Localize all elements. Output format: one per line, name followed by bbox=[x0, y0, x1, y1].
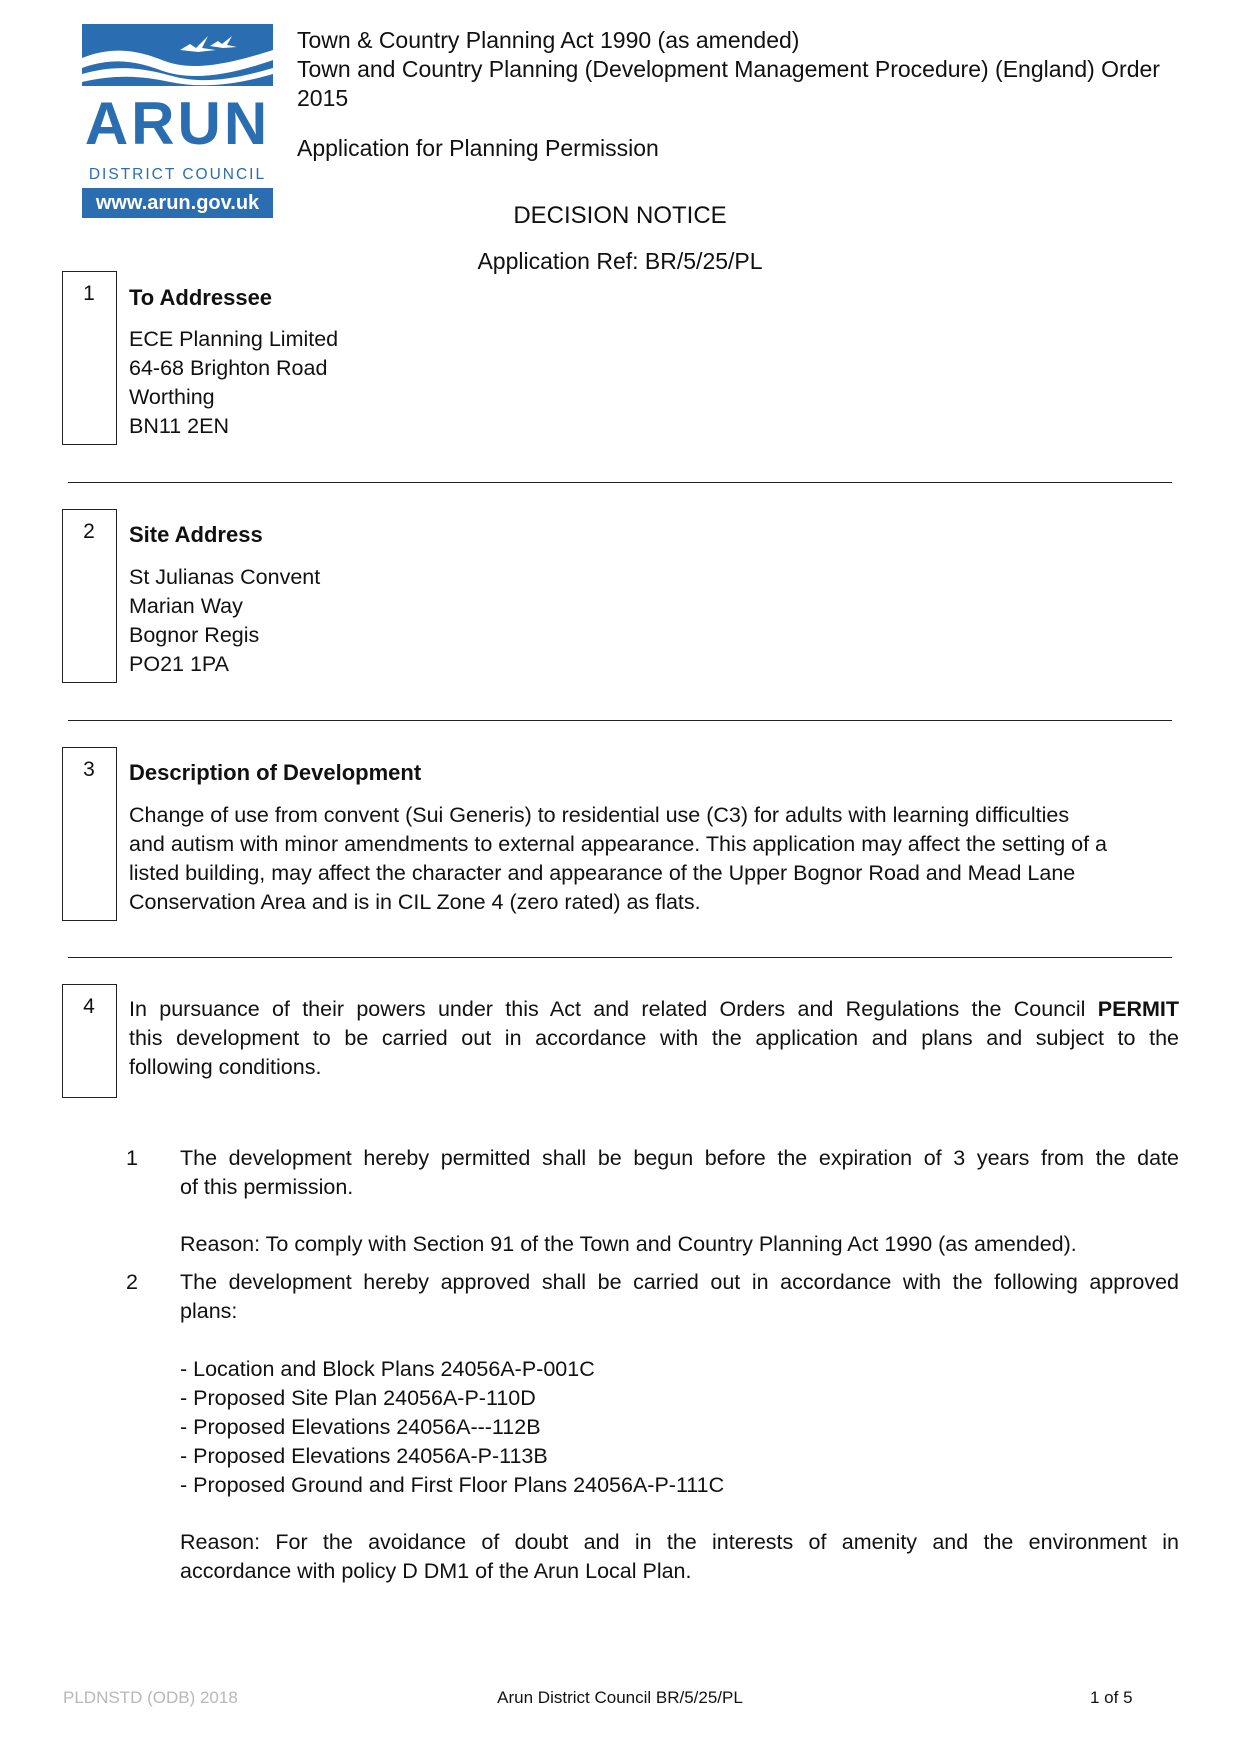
list-item: - Proposed Elevations 24056A---112B bbox=[180, 1415, 541, 1439]
notice-title: DECISION NOTICE bbox=[513, 202, 727, 229]
description-title: Description of Development bbox=[129, 760, 422, 785]
section-number-box bbox=[62, 984, 117, 1098]
site-address-block bbox=[129, 563, 320, 679]
condition-line: of this permission. bbox=[180, 1175, 354, 1199]
address-line: Marian Way bbox=[129, 594, 243, 618]
act-title-2: Town and Country Planning (Development Management Procedure) (England) Order bbox=[297, 56, 1160, 82]
footer-form-code: PLDNSTD (ODB) 2018 bbox=[63, 1688, 238, 1707]
list-item: - Location and Block Plans 24056A-P-001C bbox=[180, 1357, 595, 1381]
condition-reason bbox=[180, 1528, 1179, 1586]
decision-line: this development to be carried out in accordance with the application and plans and subject to the bbox=[129, 1026, 1179, 1050]
reason-line: accordance with policy D DM1 of the Arun Local Plan. bbox=[180, 1559, 692, 1583]
logo-website: www.arun.gov.uk bbox=[82, 188, 273, 218]
description-line: listed building, may affect the character and appearance of the Upper Bognor Road and Mead Lane bbox=[129, 861, 1076, 885]
condition-text bbox=[180, 1268, 1179, 1326]
divider bbox=[68, 720, 1172, 721]
description-line: Change of use from convent (Sui Generis) to residential use (C3) for adults with learning difficulties bbox=[129, 803, 1070, 827]
address-line: ECE Planning Limited bbox=[129, 327, 339, 351]
list-item: - Proposed Site Plan 24056A-P-110D bbox=[180, 1386, 536, 1410]
address-line: Bognor Regis bbox=[129, 623, 260, 647]
address-line: St Julianas Convent bbox=[129, 565, 321, 589]
act-title-1: Town & Country Planning Act 1990 (as amended) bbox=[297, 27, 800, 53]
address-line: 64-68 Brighton Road bbox=[129, 356, 328, 380]
divider bbox=[68, 957, 1172, 958]
section-number: 2 bbox=[83, 520, 95, 543]
addressee-block bbox=[129, 325, 338, 441]
decision-line bbox=[129, 995, 1179, 1024]
act-title-3: 2015 bbox=[297, 85, 349, 111]
application-type: Application for Planning Permission bbox=[297, 135, 659, 161]
decision-line: following conditions. bbox=[129, 1055, 322, 1079]
description-line: and autism with minor amendments to external appearance. This application may affect the setting of a bbox=[129, 832, 1107, 856]
section-number-box bbox=[62, 509, 117, 683]
section-number-box bbox=[62, 271, 117, 445]
section-number-box bbox=[62, 747, 117, 921]
logo-subtitle: DISTRICT COUNCIL bbox=[88, 166, 267, 183]
address-line: PO21 1PA bbox=[129, 652, 229, 676]
description-text bbox=[129, 801, 1107, 917]
section-number: 1 bbox=[83, 282, 95, 305]
application-ref: Application Ref: BR/5/25/PL bbox=[477, 248, 763, 274]
addressee-title: To Addressee bbox=[129, 285, 273, 310]
list-item: - Proposed Elevations 24056A-P-113B bbox=[180, 1444, 548, 1468]
condition-number: 1 bbox=[126, 1146, 138, 1170]
plans-list bbox=[180, 1355, 724, 1500]
condition-number: 2 bbox=[126, 1270, 138, 1294]
decision-text-part: In pursuance of their powers under this Act and related Orders and Regulations the Council bbox=[129, 997, 1098, 1021]
address-line: BN11 2EN bbox=[129, 414, 229, 438]
logo-wordmark: ARUN bbox=[84, 90, 271, 157]
condition-line: The development hereby permitted shall be begun before the expiration of 3 years from the date bbox=[180, 1146, 1179, 1170]
address-line: Worthing bbox=[129, 385, 215, 409]
reason-line: Reason: For the avoidance of doubt and in the interests of amenity and the environment in bbox=[180, 1530, 1179, 1554]
section-number: 3 bbox=[83, 758, 95, 781]
arun-logo bbox=[82, 24, 273, 214]
page-number: 1 of 5 bbox=[1090, 1688, 1133, 1707]
list-item: - Proposed Ground and First Floor Plans 24056A-P-111C bbox=[180, 1473, 725, 1497]
divider bbox=[68, 482, 1172, 483]
condition-reason: Reason: To comply with Section 91 of the Town and Country Planning Act 1990 (as amended). bbox=[180, 1232, 1077, 1256]
site-address-title: Site Address bbox=[129, 522, 263, 547]
footer-reference: Arun District Council BR/5/25/PL bbox=[497, 1688, 743, 1707]
condition-line: plans: bbox=[180, 1299, 238, 1323]
condition-line: The development hereby approved shall be carried out in accordance with the following approved bbox=[180, 1270, 1179, 1294]
description-line: Conservation Area and is in CIL Zone 4 (zero rated) as flats. bbox=[129, 890, 701, 914]
decision-text bbox=[129, 995, 1179, 1082]
section-number: 4 bbox=[83, 995, 95, 1018]
permit-keyword: PERMIT bbox=[1097, 997, 1179, 1021]
condition-text bbox=[180, 1144, 1179, 1202]
wave-icon bbox=[82, 24, 273, 86]
